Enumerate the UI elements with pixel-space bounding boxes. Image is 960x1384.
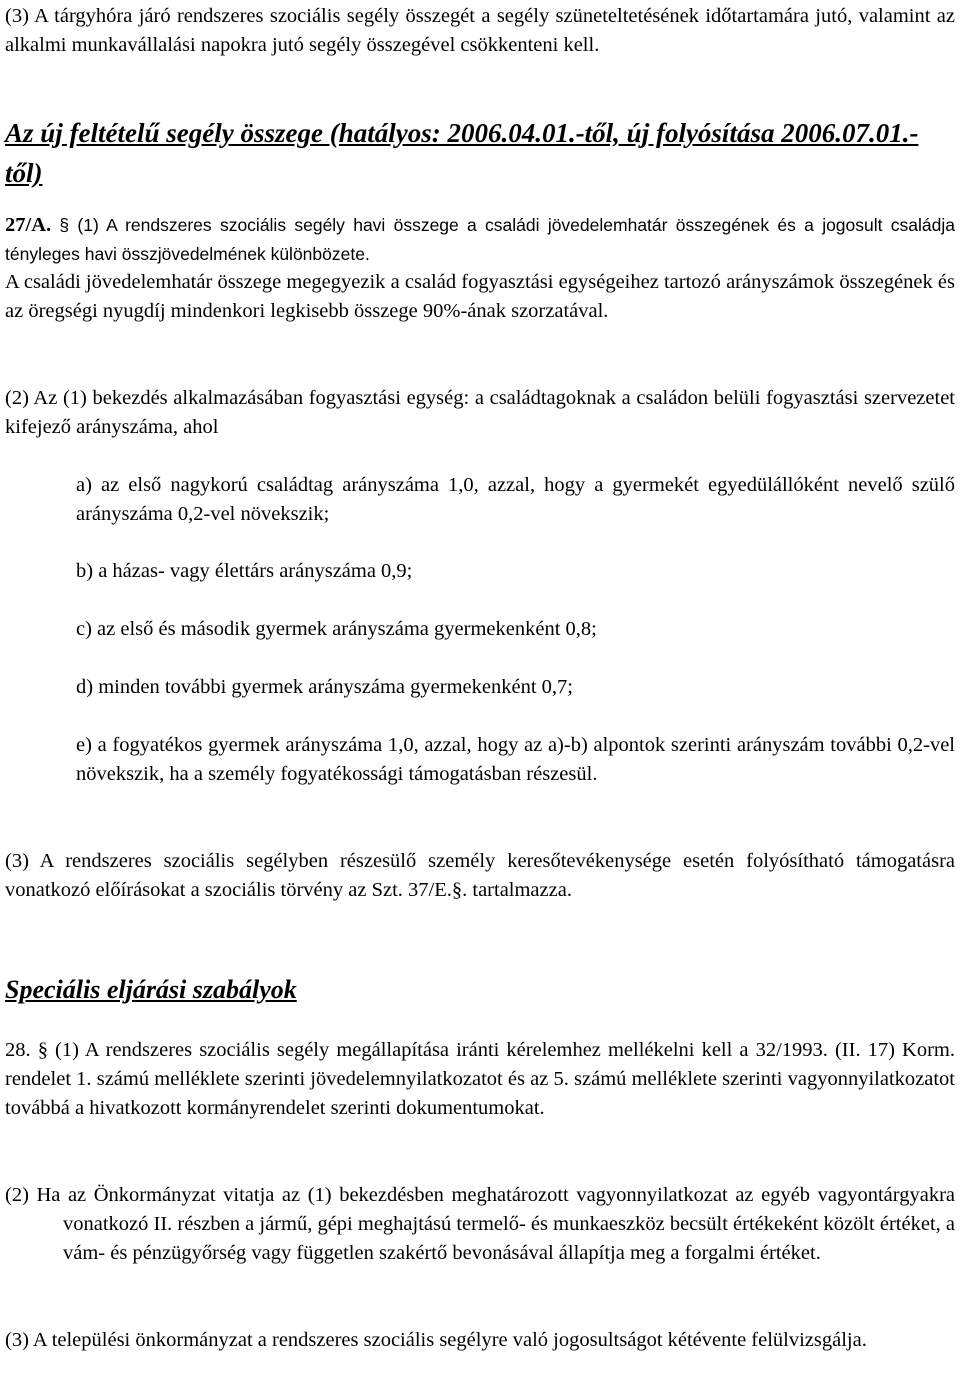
section-28-paragraph-1: 28. § (1) A rendszeres szociális segély megállapítása iránti kérelemhez mellékelni kell a 32/1993. (II. 17) Korm. rendelet 1. számú melléklete szerinti jövedelemnyilatkozatot és az 5. számú melléklete szerinti vagyonnyilatkozatot továbbá a hivatkozott kormányrendelet szerinti dokumentumokat. (5, 1039, 955, 1119)
list-item-a: a) az első nagykorú családtag arányszáma 1,0, azzal, hogy a gyermekét egyedülállóként nevelő szülő arányszáma 0,2-vel növekszik; (76, 474, 955, 525)
section-27a-paragraph-1 (5, 211, 955, 269)
section-27a-number: 27/A. (5, 214, 52, 236)
section-heading-special-rules: Speciális eljárási szabályok (5, 975, 297, 1004)
section-28-paragraph-3: (3) A települési önkormányzat a rendszeres szociális segélyre való jogosultságot kétévente felülvizsgálja. (5, 1329, 867, 1351)
section-27a-p1-text: § (1) A rendszeres szociális segély havi összege a családi jövedelemhatár összegének és a jogosult családja tényleges havi összjövedelmének különbözete. (5, 215, 955, 264)
section-27a-paragraph-2: (2) Az (1) bekezdés alkalmazásában fogyasztási egység: a családtagoknak a családon belüli fogyasztási szervezetet kifejező arányszáma, ahol (5, 387, 955, 438)
list-item-d: d) minden további gyermek arányszáma gyermekenként 0,7; (76, 676, 573, 698)
section-28-paragraph-2: (2) Ha az Önkormányzat vitatja az (1) bekezdésben meghatározott vagyonnyilatkozat az egyéb vagyontárgyakra vonatkozó II. részben a jármű, gépi meghajtású termelő- és munkaeszköz becsült értékeként közölt értéket, a vám- és pénzügyőrség vagy független szakértő bevonásával állapítja meg a forgalmi értéket. (5, 1184, 955, 1264)
paragraph-3-intro: (3) A tárgyhóra járó rendszeres szociális segély összegét a segély szüneteltetésének időtartamára jutó, valamint az alkalmi munkavállalási napokra jutó segély összegével csökkenteni kell. (5, 5, 955, 56)
section-27a-paragraph-1b: A családi jövedelemhatár összege megegyezik a család fogyasztási egységeihez tartozó arányszámok összegének és az öregségi nyugdíj mindenkori legkisebb összege 90%-ának szorzatával. (5, 271, 955, 322)
section-27a-paragraph-3: (3) A rendszeres szociális segélyben részesülő személy keresőtevékenysége esetén folyósítható támogatásra vonatkozó előírásokat a szociális törvény az Szt. 37/E.§. tartalmazza. (5, 850, 955, 901)
list-item-e: e) a fogyatékos gyermek arányszáma 1,0, azzal, hogy az a)-b) alpontok szerinti arányszám további 0,2-vel növekszik, ha a személy fogyatékossági támogatásban részesül. (76, 734, 955, 785)
list-item-c: c) az első és második gyermek arányszáma gyermekenként 0,8; (76, 618, 597, 640)
list-item-b: b) a házas- vagy élettárs arányszáma 0,9; (76, 560, 413, 582)
section-heading-new-amount: Az új feltételű segély összege (hatályos: 2006.04.01.-től, új folyósítása 2006.07.01.-től) (5, 118, 919, 188)
